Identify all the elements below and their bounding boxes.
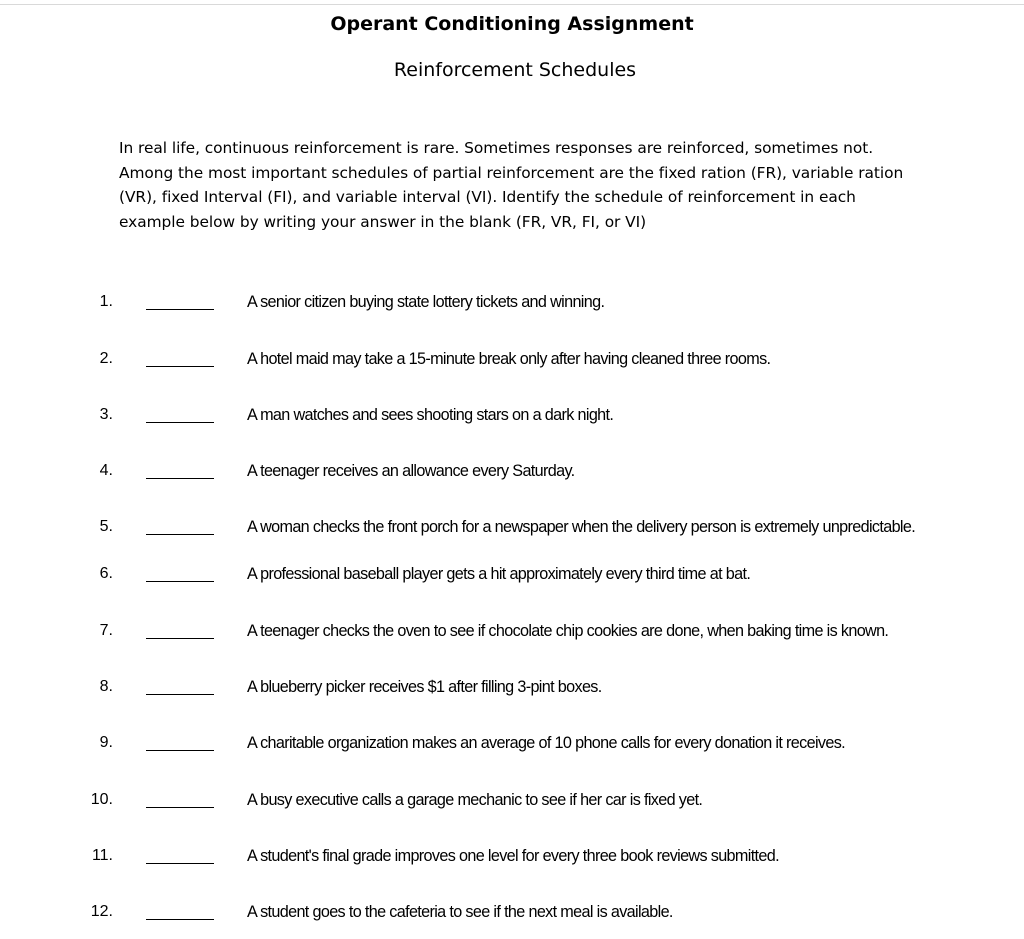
answer-blank[interactable]	[146, 366, 214, 367]
question-text: A hotel maid may take a 15-minute break only after having cleaned three rooms.	[247, 350, 771, 368]
question-number: 12.	[90, 903, 113, 920]
instructions-paragraph: In real life, continuous reinforcement is rare. Sometimes responses are reinforced, sometimes not. Among the most important schedules of partial reinforcement are the fixed ration (FR), variable ration (VR), fixed Interval (FI), and variable interval (VI). Identify the schedule of reinforcement in each example below by writing your answer in the blank (FR, VR, FI, or VI)	[119, 139, 904, 231]
question-text: A professional baseball player gets a hit approximately every third time at bat.	[247, 565, 751, 583]
question-text: A man watches and sees shooting stars on a dark night.	[247, 406, 614, 424]
question-number: 4.	[99, 462, 113, 479]
question-text: A blueberry picker receives $1 after filling 3-pint boxes.	[247, 678, 602, 696]
question-text: A teenager receives an allowance every Saturday.	[247, 462, 575, 480]
answer-blank[interactable]	[146, 919, 214, 920]
question-number: 10.	[90, 791, 113, 808]
question-text: A busy executive calls a garage mechanic to see if her car is fixed yet.	[247, 791, 703, 809]
question-text: A student goes to the cafeteria to see if the next meal is available.	[247, 903, 673, 921]
question-number: 2.	[99, 350, 113, 367]
document-subtitle: Reinforcement Schedules	[393, 59, 637, 81]
question-number: 11.	[91, 847, 113, 864]
question-item	[0, 619, 1024, 647]
answer-blank[interactable]	[146, 863, 214, 864]
question-item	[0, 788, 1024, 816]
answer-blank[interactable]	[146, 750, 214, 751]
answer-blank[interactable]	[146, 422, 214, 423]
answer-blank[interactable]	[146, 694, 214, 695]
question-number: 5.	[99, 518, 113, 535]
question-text: A senior citizen buying state lottery tickets and winning.	[247, 293, 605, 311]
question-text: A teenager checks the oven to see if chocolate chip cookies are done, when baking time is known.	[247, 622, 889, 640]
question-item	[0, 731, 1024, 759]
question-number: 9.	[99, 734, 113, 751]
question-item	[0, 515, 1024, 543]
question-item	[0, 459, 1024, 487]
question-item	[0, 900, 1024, 928]
answer-blank[interactable]	[146, 638, 214, 639]
question-item	[0, 675, 1024, 703]
question-item	[0, 844, 1024, 872]
answer-blank[interactable]	[146, 807, 214, 808]
document-title: Operant Conditioning Assignment	[330, 13, 694, 35]
question-item	[0, 562, 1024, 590]
answer-blank[interactable]	[146, 309, 214, 310]
question-number: 6.	[99, 565, 113, 582]
question-text: A student's final grade improves one level for every three book reviews submitted.	[247, 847, 779, 865]
question-text: A woman checks the front porch for a newspaper when the delivery person is extremely unpredictable.	[247, 518, 916, 536]
answer-blank[interactable]	[146, 534, 214, 535]
question-number: 7.	[99, 622, 113, 639]
answer-blank[interactable]	[146, 478, 214, 479]
question-number: 8.	[99, 678, 113, 695]
answer-blank[interactable]	[146, 581, 214, 582]
question-item	[0, 347, 1024, 375]
question-item	[0, 403, 1024, 431]
question-text: A charitable organization makes an average of 10 phone calls for every donation it receives.	[247, 734, 845, 752]
question-number: 1.	[99, 293, 113, 310]
question-item	[0, 290, 1024, 318]
question-number: 3.	[99, 406, 113, 423]
